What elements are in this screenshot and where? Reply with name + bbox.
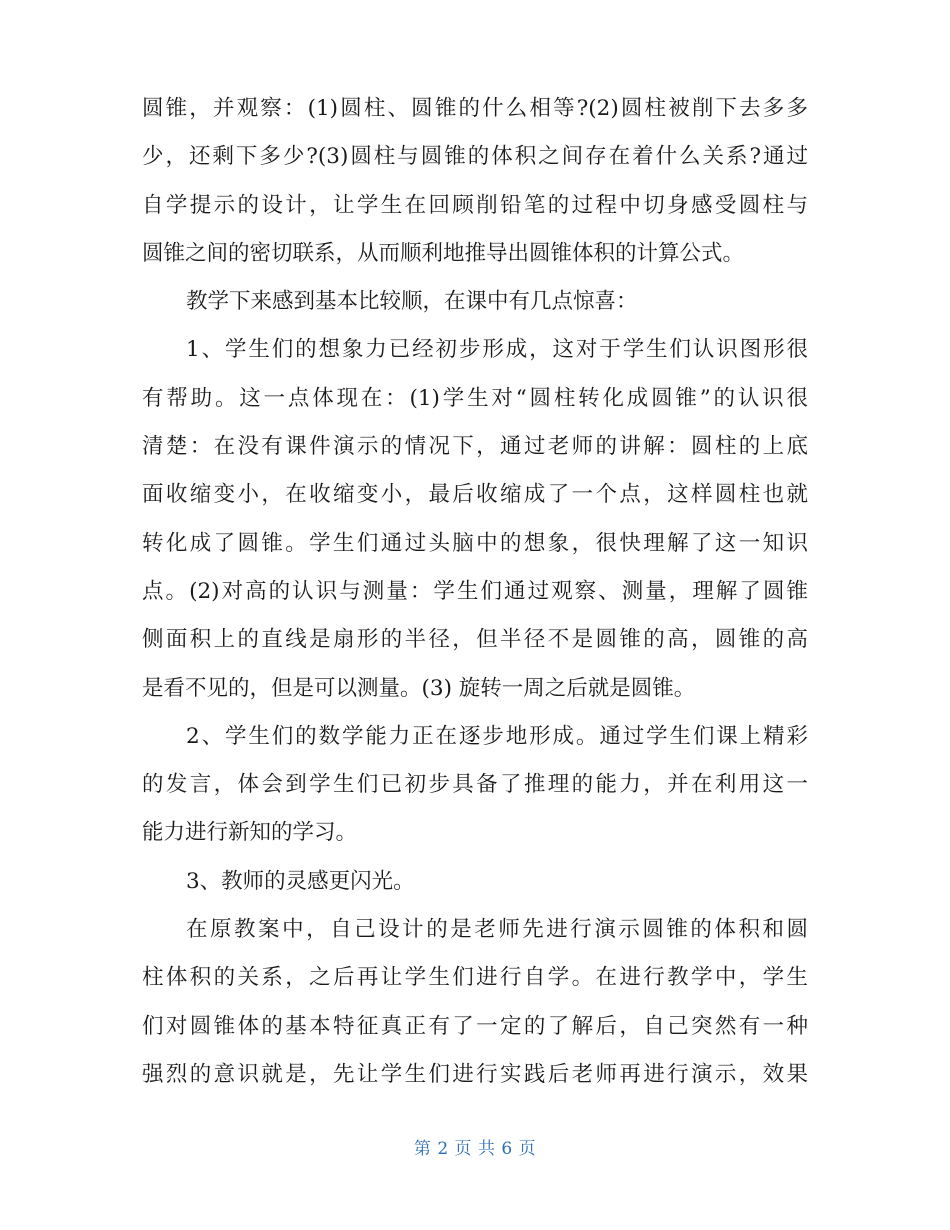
- text-line: 是看不见的，但是可以测量。(3) 旋转一周之后就是圆锥。: [142, 675, 696, 701]
- text-line: 清楚：在没有课件演示的情况下，通过老师的讲解：圆柱的上底: [142, 434, 808, 460]
- text-line: 自学提示的设计，让学生在回顾削铅笔的过程中切身感受圆柱与: [142, 192, 808, 218]
- text-line: 面收缩变小，在收缩变小，最后收缩成了一个点，这样圆柱也就: [142, 482, 808, 508]
- page-number-footer: 第 2 页 共 6 页: [413, 1139, 537, 1159]
- text-line: 的发言，体会到学生们已初步具备了推理的能力，并在利用这一: [142, 772, 808, 798]
- text-line: 1、学生们的想象力已经初步形成，这对于学生们认识图形很: [186, 337, 808, 363]
- text-line: 转化成了圆锥。学生们通过头脑中的想象，很快理解了这一知识: [142, 530, 808, 556]
- text-line: 少，还剩下多少?(3)圆柱与圆锥的体积之间存在着什么关系?通过: [142, 144, 808, 170]
- text-line: 柱体积的关系，之后再让学生们进行自学。在进行教学中，学生: [142, 965, 808, 991]
- text-line: 点。(2)对高的认识与测量：学生们通过观察、测量，理解了圆锥: [142, 578, 808, 604]
- text-line: 3、教师的灵感更闪光。: [186, 868, 415, 894]
- text-line: 能力进行新知的学习。: [142, 820, 358, 846]
- text-line: 在原教案中，自己设计的是老师先进行演示圆锥的体积和圆: [186, 917, 808, 943]
- body-text: [142, 85, 808, 1099]
- text-line: 强烈的意识就是，先让学生们进行实践后老师再进行演示，效果: [142, 1061, 808, 1087]
- text-line: 侧面积上的直线是扇形的半径，但半径不是圆锥的高，圆锥的高: [142, 627, 808, 653]
- text-line: 教学下来感到基本比较顺，在课中有几点惊喜：: [186, 289, 638, 315]
- text-line: 2、学生们的数学能力正在逐步地形成。通过学生们课上精彩: [186, 723, 808, 749]
- text-line: 们对圆锥体的基本特征真正有了一定的了解后，自己突然有一种: [142, 1013, 808, 1039]
- text-line: 有帮助。这一点体现在：(1)学生对“圆柱转化成圆锥”的认识很: [142, 385, 808, 411]
- text-line: 圆锥之间的密切联系，从而顺利地推导出圆锥体积的计算公式。: [142, 240, 745, 266]
- text-line: 圆锥，并观察：(1)圆柱、圆锥的什么相等?(2)圆柱被削下去多多: [142, 96, 808, 121]
